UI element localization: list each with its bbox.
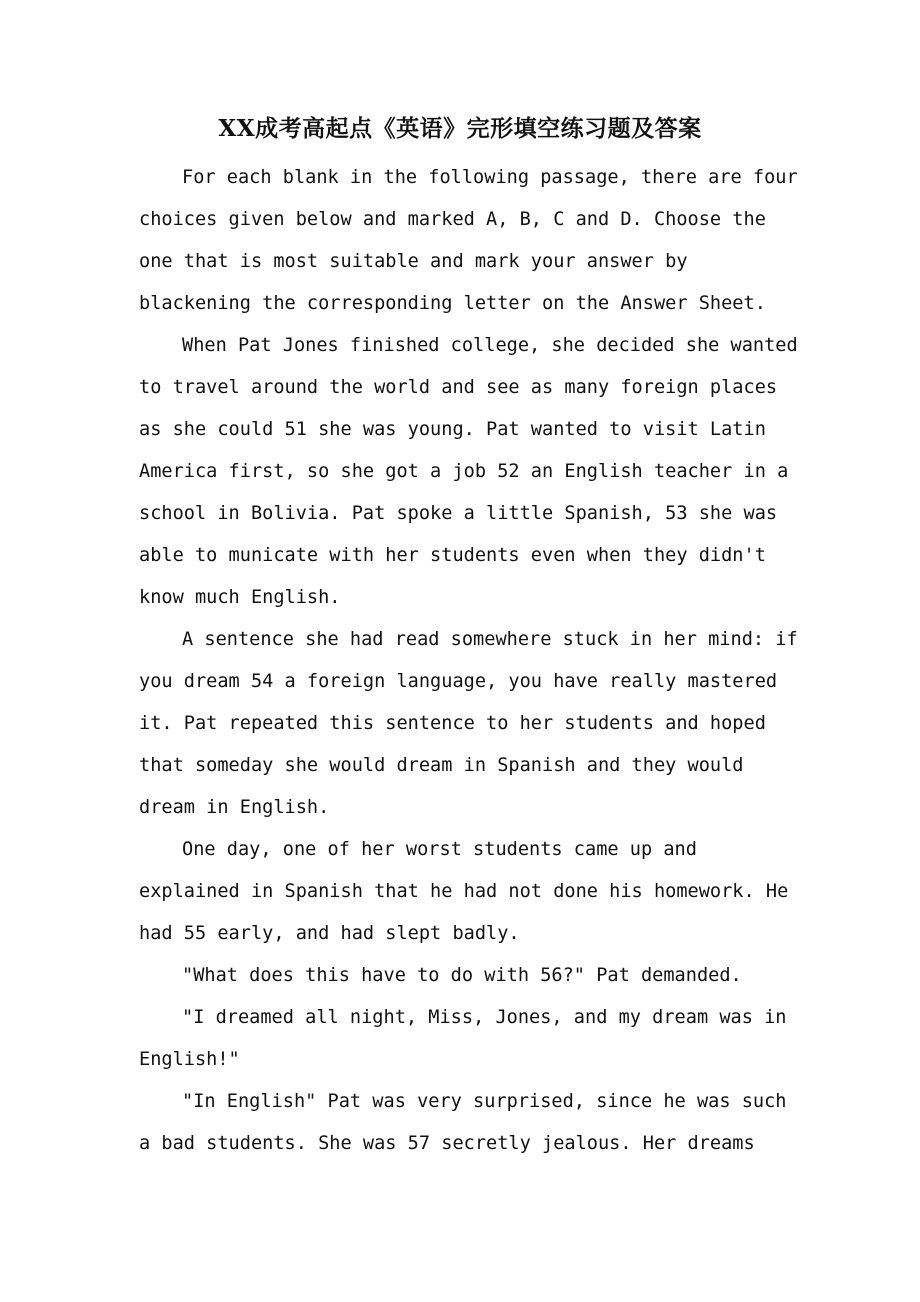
document-body [139, 157, 799, 1165]
passage-paragraph: One day, one of her worst students came up and explained in Spanish that he had not done his homework. He had 55 early, and had slept badly. [139, 839, 789, 944]
passage-paragraph: A sentence she had read somewhere stuck in her mind: if you dream 54 a foreign language, you have really mastered it. Pat repeated this sentence to her students and hoped that someday she would dream in Spanish and they would dream in English. [139, 629, 798, 818]
passage-paragraph: "What does this have to do with 56?" Pat demanded. [182, 965, 742, 986]
passage-paragraph: When Pat Jones finished college, she decided she wanted to travel around the world and see as many foreign places as she could 51 she was young. Pat wanted to visit Latin America first, so she got a job 52 an English teacher in a school in Bolivia. Pat spoke a little Spanish, 53 she was able to municate with her students even when they didn't know much English. [139, 335, 798, 608]
instructions-paragraph: For each blank in the following passage, there are four choices given below and marked A, B, C and D. Choose the one that is most suitable and mark your answer by blackening the corresponding letter on the Answer Sheet. [139, 167, 798, 314]
passage-paragraph: "I dreamed all night, Miss, Jones, and my dream was in English!" [139, 1007, 787, 1070]
document-title: XX成考高起点《英语》完形填空练习题及答案 [218, 115, 702, 142]
passage-paragraph: "In English" Pat was very surprised, since he was such a bad students. She was 57 secretly jealous. Her dreams [139, 1091, 787, 1154]
